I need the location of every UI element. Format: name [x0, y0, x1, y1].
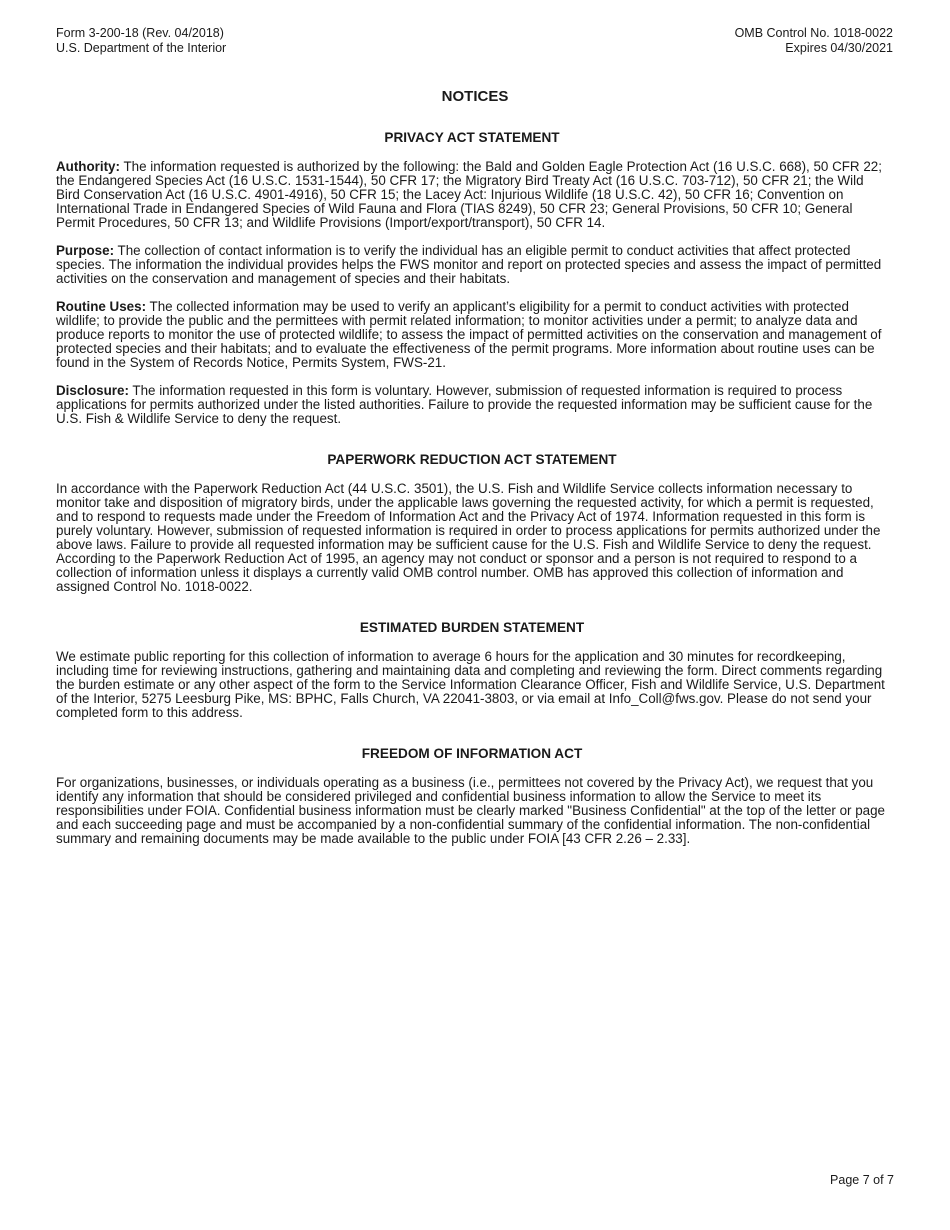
omb-control-number: OMB Control No. 1018-0022: [734, 26, 893, 40]
authority-label: Authority:: [56, 159, 120, 174]
routine-uses-text: The collected information may be used to verify an applicant’s eligibility for a permit to conduct activities with protected wildlife; to provide the public and the permittees with permit related information; to monitor activities under a permit; to analyze data and produce reports to monitor the use of protected wildlife; to assess the impact of permitted activities on the conservation and management of protected species and their habitats; and to evaluate the effectiveness of the permit programs. More information about routine uses can be found in the System of Records Notice, Permits System, FWS-21.: [56, 299, 882, 370]
estimated-burden-heading: ESTIMATED BURDEN STATEMENT: [359, 620, 585, 635]
paperwork-reduction-text: In accordance with the Paperwork Reduction Act (44 U.S.C. 3501), the U.S. Fish and Wildlife Service collects information necessary to monitor take and disposition of migratory birds, under the applicable laws governing the requested activity, for which a permit is requested, and to respond to requests made under the Freedom of Information Act and the Privacy Act of 1974. Information requested in this form is purely voluntary. However, submission of requested information is required in order to process applications for permits authorized under the above laws. Failure to provide all requested information may be sufficient cause for the U.S. Fish and Wildlife Service to deny the request. According to the Paperwork Reduction Act of 1995, an agency may not conduct or sponsor and a person is not required to respond to a collection of information unless it displays a currently valid OMB control number. OMB has approved this collection of information and assigned Control No. 1018-0022.: [56, 481, 881, 594]
purpose-text: The collection of contact information is to verify the individual has an eligible permit to conduct activities that affect protected species. The information the individual provides helps the FWS monitor and report on protected species and assess the impact of permitted activities on the conservation and management of species and their habitats.: [56, 243, 882, 286]
expiration-date: Expires 04/30/2021: [785, 41, 893, 55]
routine-uses-paragraph: [56, 300, 888, 370]
foia-text: For organizations, businesses, or individuals operating as a business (i.e., permittees not covered by the Privacy Act), we request that you identify any information that should be considered privileged and confidential business information to allow the Service to meet its responsibilities under FOIA. Confidential business information must be clearly marked "Business Confidential" at the top of the letter or page and each succeeding page and must be accompanied by a non-confidential summary of the confidential information. The non-confidential summary and remaining documents may be made available to the public under FOIA [43 CFR 2.26 – 2.33].: [56, 775, 885, 846]
department-name: U.S. Department of the Interior: [56, 41, 227, 55]
estimated-burden-section: [56, 620, 888, 720]
header-left: [56, 26, 226, 56]
paperwork-reduction-heading: PAPERWORK REDUCTION ACT STATEMENT: [327, 452, 617, 467]
foia-section: [56, 746, 888, 846]
disclosure-paragraph: [56, 384, 888, 426]
disclosure-text: The information requested in this form is voluntary. However, submission of requested information is required to process applications for permits authorized under the listed authorities. Failure to provide the requested information may be sufficient cause for the U.S. Fish & Wildlife Service to deny the request.: [56, 383, 873, 426]
routine-uses-label: Routine Uses:: [56, 299, 147, 314]
disclosure-label: Disclosure:: [56, 383, 129, 398]
privacy-act-heading: PRIVACY ACT STATEMENT: [384, 130, 560, 145]
page-number: Page 7 of 7: [830, 1173, 894, 1187]
paperwork-reduction-section: [56, 452, 888, 594]
authority-text: The information requested is authorized by the following: the Bald and Golden Eagle Protection Act (16 U.S.C. 668), 50 CFR 22; the Endangered Species Act (16 U.S.C. 1531-1544), 50 CFR 17; the Migratory Bird Treaty Act (16 U.S.C. 703-712), 50 CFR 21; the Wild Bird Conservation Act (16 U.S.C. 4901-4916), 50 CFR 15; the Lacey Act: Injurious Wildlife (18 U.S.C. 42), 50 CFR 16; Convention on International Trade in Endangered Species of Wild Fauna and Flora (TIAS 8249), 50 CFR 23; General Provisions, 50 CFR 10; General Permit Procedures, 50 CFR 13; and Wildlife Provisions (Import/export/transport), 50 CFR 14.: [56, 159, 882, 230]
form-number: Form 3-200-18 (Rev. 04/2018): [56, 26, 224, 40]
authority-paragraph: [56, 160, 888, 230]
foia-heading: FREEDOM OF INFORMATION ACT: [361, 746, 583, 761]
estimated-burden-text: We estimate public reporting for this collection of information to average 6 hours for the application and 30 minutes for recordkeeping, including time for reviewing instructions, gathering and maintaining data and completing and reviewing the form. Direct comments regarding the burden estimate or any other aspect of the form to the Service Information Clearance Officer, Fish and Wildlife Service, U.S. Department of the Interior, 5275 Leesburg Pike, MS: BPHC, Falls Church, VA 22041-3803, or via email at Info_Coll@fws.gov. Please do not send your completed form to this address.: [56, 649, 885, 720]
notices-content: [56, 130, 888, 846]
page-title: NOTICES: [441, 88, 509, 105]
header-right: [735, 26, 893, 56]
privacy-act-section: [56, 130, 888, 426]
purpose-paragraph: [56, 244, 888, 286]
purpose-label: Purpose:: [56, 243, 115, 258]
